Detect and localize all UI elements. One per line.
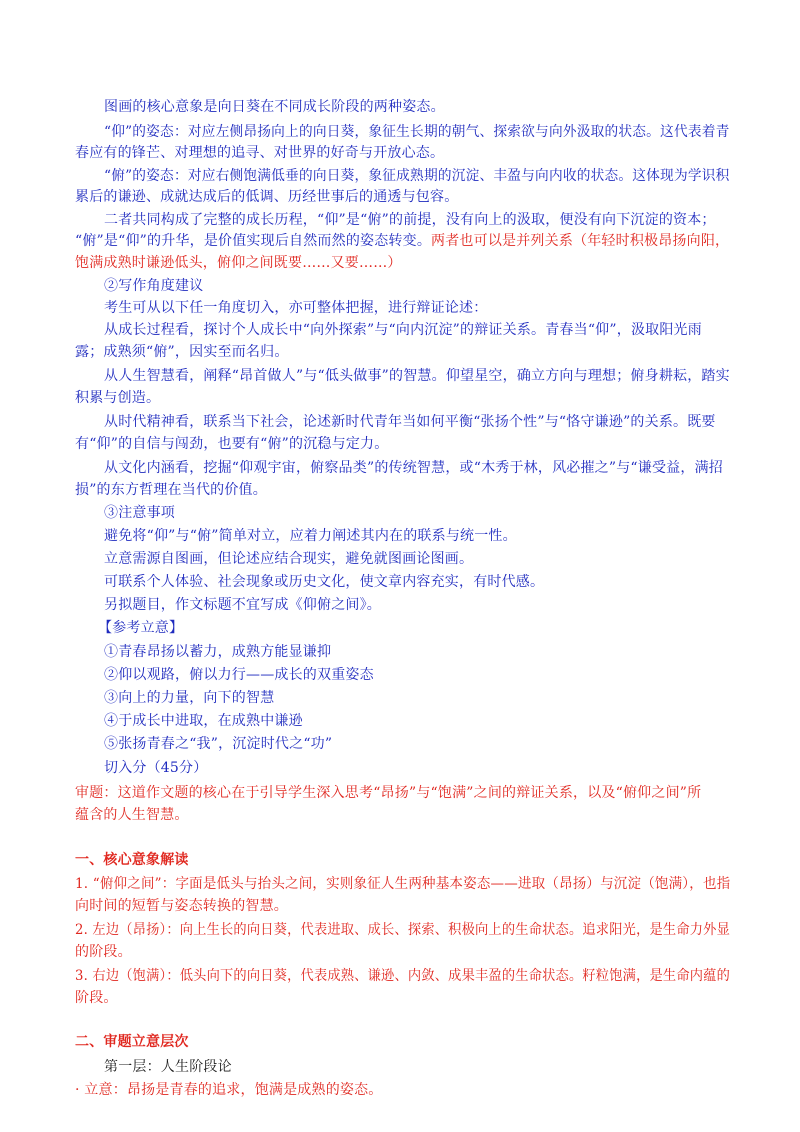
core-image-item-3-line-1: 3. 右边（饱满）：低头向下的向日葵，代表成熟、谦逊、内敛、成果丰盈的生命状态。籽粒饱满，是生命内蕴的	[75, 968, 731, 984]
yang-posture-line-1: “仰”的姿态：对应左侧昂扬向上的向日葵，象征生长期的朝气、探索欲与向外汲取的状态。这代表着青	[104, 124, 730, 140]
reference-idea-1: ①青春昂扬以蓄力，成熟方能显谦抑	[104, 644, 332, 660]
section-heading-levels: 二、审题立意层次	[75, 1034, 189, 1050]
core-image-item-3-line-2: 阶段。	[75, 990, 118, 1006]
note-4: 另拟题目，作文标题不宜写成《仰俯之间》。	[104, 597, 381, 613]
notes-heading: ③注意事项	[104, 505, 175, 521]
fu-posture-line-2: 累后的谦逊、成就达成后的低调、历经世事后的通透与包容。	[75, 189, 459, 205]
intro-core-image-line: 图画的核心意象是向日葵在不同成长阶段的两种姿态。	[104, 99, 445, 115]
writing-angle-heading: ②写作角度建议	[104, 278, 204, 294]
core-image-item-2-line-1: 2. 左边（昂扬）：向上生长的向日葵，代表进取、成长、探索、积极向上的生命状态。追求阳光，是生命力外显	[75, 922, 731, 938]
angle-culture-line-1: 从文化内涵看，挖掘“仰观宇宙，俯察品类”的传统智慧，或“木秀于林，风必摧之”与“谦受益，满招	[104, 460, 723, 476]
yang-posture-line-2: 春应有的锋芒、对理想的追寻、对世界的好奇与开放心态。	[75, 145, 445, 161]
section-heading-core-image: 一、核心意象解读	[75, 852, 189, 868]
relation-line-2-blue: “俯”是“仰”的升华，是价值实现后自然而然的姿态转变。	[75, 233, 432, 249]
analysis-line-2: 蕴含的人生智慧。	[75, 807, 189, 823]
reference-idea-4: ④于成长中进取，在成熟中谦逊	[104, 713, 303, 729]
analysis-line-1: 审题：这道作文题的核心在于引导学生深入思考“昂扬”与“饱满”之间的辩证关系，以及“俯仰之间”所	[75, 785, 702, 801]
note-3: 可联系个人体验、社会现象或历史文化，使文章内容充实，有时代感。	[104, 574, 545, 590]
core-image-item-1-line-2: 向时间的短暂与姿态转换的智慧。	[75, 898, 288, 914]
writing-angle-intro: 考生可从以下任一角度切入，亦可整体把握，进行辩证论述：	[104, 300, 488, 316]
relation-line-1: 二者共同构成了完整的成长历程，“仰”是“俯”的前提，没有向上的汲取，便没有向下沉淀的资本；	[104, 212, 716, 228]
reference-idea-2: ②仰以观路，俯以力行——成长的双重姿态	[104, 667, 374, 683]
relation-line-3: 饱满成熟时谦逊低头，俯仰之间既要……又要……）	[75, 255, 402, 271]
core-image-item-1-line-1: 1. “俯仰之间”：字面是低头与抬头之间，实则象征人生两种基本姿态——进取（昂扬）与沉淀（饱满），也指	[75, 876, 731, 892]
reference-idea-3: ③向上的力量，向下的智慧	[104, 690, 275, 706]
angle-wisdom-line-2: 积累与创造。	[75, 390, 161, 406]
angle-wisdom-line-1: 从人生智慧看，阐释“昂首做人”与“低头做事”的智慧。仰望星空，确立方向与理想；俯身耕耘，踏实	[104, 368, 730, 384]
note-2: 立意需源自图画，但论述应结合现实，避免就图画论图画。	[104, 551, 474, 567]
reference-idea-5: ⑤张扬青春之“我”，沉淀时代之“功”	[104, 736, 333, 752]
angle-growth-line-1: 从成长过程看，探讨个人成长中“向外探索”与“向内沉淀”的辩证关系。青春当“仰”，汲取阳光雨	[104, 322, 702, 338]
level-1-title: 第一层：人生阶段论	[104, 1059, 232, 1075]
relation-line-2	[75, 231, 729, 251]
angle-growth-line-2: 露；成熟须“俯”，因实至而名归。	[75, 344, 289, 360]
score-line: 切入分（45分）	[104, 760, 208, 776]
note-1: 避免将“仰”与“俯”简单对立，应着力阐述其内在的联系与统一性。	[104, 528, 517, 544]
angle-culture-line-2: 损”的东方哲理在当代的价值。	[75, 482, 267, 498]
reference-ideas-heading: 【参考立意】	[98, 620, 184, 636]
fu-posture-line-1: “俯”的姿态：对应右侧饱满低垂的向日葵，象征成熟期的沉淀、丰盈与向内收的状态。这体现为学识积	[104, 168, 730, 184]
core-image-item-2-line-2: 的阶段。	[75, 944, 132, 960]
relation-line-2-red: 两者也可以是并列关系（年轻时积极昂扬向阳，	[431, 233, 730, 249]
level-1-idea: · 立意：昂扬是青春的追求，饱满是成熟的姿态。	[75, 1082, 383, 1098]
angle-era-line-2: 有“仰”的自信与闯劲，也要有“俯”的沉稳与定力。	[75, 436, 389, 452]
angle-era-line-1: 从时代精神看，联系当下社会，论述新时代青年当如何平衡“张扬个性”与“恪守谦逊”的关系。既要	[104, 414, 716, 430]
